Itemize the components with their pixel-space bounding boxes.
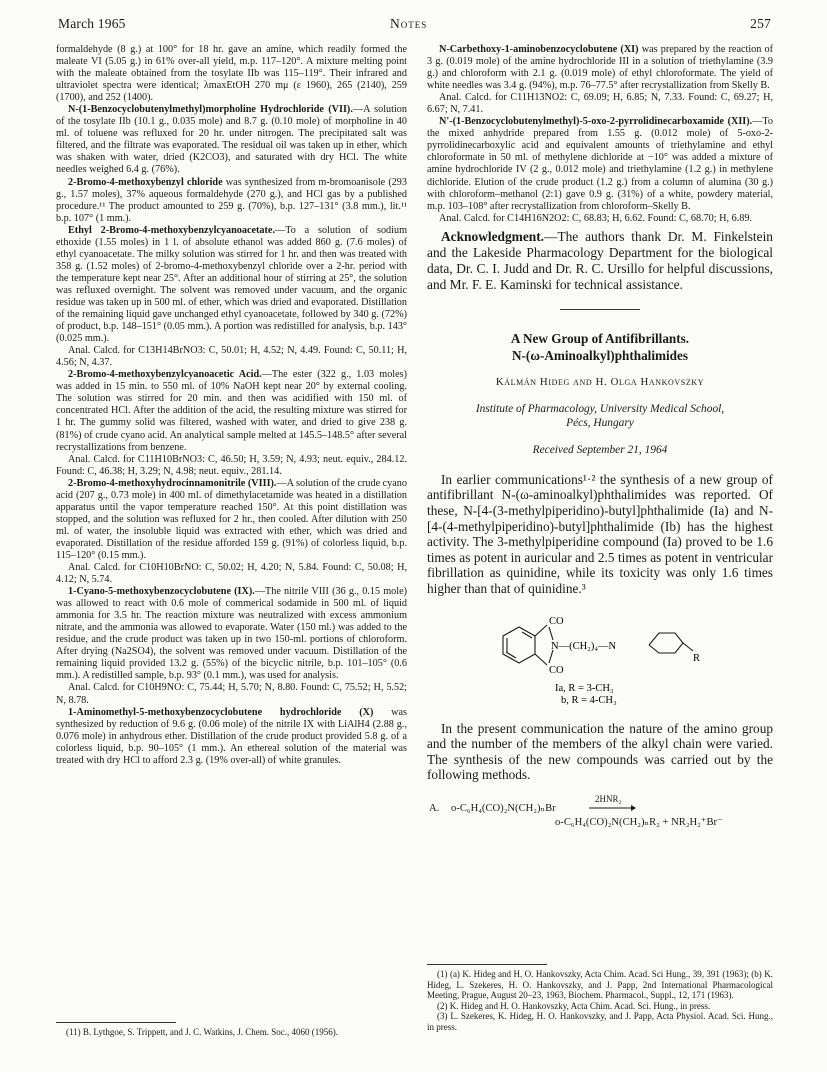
reaction-product: o-C₆H₄(CO)₂N(CH₂)ₙR₂ + NR₂H₂⁺Br⁻ xyxy=(555,816,723,828)
right-experimental xyxy=(427,44,773,225)
benzene-ring xyxy=(503,627,535,663)
piperidine-ring xyxy=(649,633,683,653)
left-paragraph-text: Anal. Calcd. for C11H10BrNO3: C, 46.50; H, 3.59; N, 4.93; neut. equiv., 284.12. Found: C, 46.38; H, 3.29; N, 4.98; neut. equiv., 281.14. xyxy=(56,453,407,477)
article-title xyxy=(427,330,773,364)
right-paragraph xyxy=(427,44,773,92)
right-column xyxy=(427,44,773,831)
left-paragraph xyxy=(56,369,407,453)
compound-label-a: Ia, R = 3-CH₃ xyxy=(555,682,614,694)
left-paragraph-text: Anal. Calcd. for C13H14BrNO3: C, 50.01; H, 4.52; N, 4.49. Found: C, 50.11; H, 4.56; N, 4.37. xyxy=(56,345,407,369)
methods-paragraph: In the present communication the nature of the amino group and the number of the members of the alkyl chain were varied. The synthesis of the new compounds was carried out by the following methods. xyxy=(427,720,773,783)
left-paragraph-text: was synthesized from m-bromoanisole (293 g., 1.57 moles), 37% aqueous formaldehyde (270 g.), and HCl gas by a published procedure.¹¹ The product amounted to 259 g. (70%), b.p. 127–131° (3.8 mm.), lit.¹¹ b.p. 107° (1 mm.). xyxy=(56,176,407,224)
right-paragraph-text: —To the mixed anhydride prepared from 1.55 g. (0.012 mole) of 5-oxo-2-pyrrolidinecarboxylic acid and equivalent amounts of triethylamine and ethyl chloroformate in 50 ml. of methylene dichloride at −10° was added a mixture of amine hydrochloride IV (2 g., 0.012 mole) and triethylamine (1.2 g.) in methylene dichloride. Elution of the crude product (1.2 g.) from a column of alumina (30 g.) with chloroform–methanol (2:1) gave 0.9 g. (31%) of a white, powdery material, m.p. 103–108° after recrystallization from chloroform–Skelly B. xyxy=(427,116,773,212)
left-paragraph-text: —The ester (322 g., 1.03 moles) was added in 15 min. to 550 ml. of 10% NaOH kept near 20° by external cooling. The solution was stirred for 20 min. and then was acidified with 150 ml. of concentrated HCl. After the addition of the acid, the resulting mixture was stirred for 1 hr. The gummy solid was filtered, washed with water, and dried to give 238 g. (81%) of crude cyano acid. An analytical sample melted at 145.5–148.5° after several recrystallizations from benzene. xyxy=(56,369,407,453)
left-paragraph-heading: 2-Bromo-4-methoxyhydrocinnamonitrile (VIII). xyxy=(68,477,277,489)
left-paragraph xyxy=(56,478,407,562)
right-paragraph-heading: N'-(1-Benzocyclobutenylmethyl)-5-oxo-2-pyrrolidinecarboxamide (XII). xyxy=(439,116,753,128)
section-divider xyxy=(560,309,640,310)
phthalimide-structure xyxy=(427,607,773,715)
compound-label-b: b, R = 4-CH₃ xyxy=(561,694,617,706)
chain-label: N—(CH₂)₄—N xyxy=(551,640,617,652)
left-paragraph-heading: 1-Aminomethyl-5-methoxybenzocyclobutene hydrochloride (X) xyxy=(68,706,374,718)
reaction-reactant: o-C₆H₄(CO)₂N(CH₂)ₙBr xyxy=(451,802,556,814)
right-footnotes xyxy=(427,958,773,1033)
left-paragraph-text: Anal. Calcd. for C10H9NO: C, 75.44; H, 5.70; N, 8.80. Found: C, 75.52; H, 5.52; N, 8.78. xyxy=(56,682,407,706)
article-title-line2: N-(ω-Aminoalkyl)phthalimides xyxy=(512,347,688,363)
left-paragraph-heading: Ethyl 2-Bromo-4-methoxybenzylcyanoacetate. xyxy=(68,224,275,236)
running-header-section: Notes xyxy=(390,16,428,31)
right-paragraph xyxy=(427,116,773,212)
footnote-rule-left xyxy=(56,1022,176,1023)
left-paragraph xyxy=(56,104,407,176)
left-paragraph-text: was synthesized by reduction of 9.6 g. (0.06 mole) of the nitrile IX with LiAlH4 (2.88 g., 0.076 mole) in anhydrous ether. Distillation of the crude product provided 5.8 g. of a colorless liquid, b.p. 90–105° (1 mm.). An ethereal solution of the material was treated with dry HCl to afford 2.3 g. (19% over-all) of white granules. xyxy=(56,706,408,766)
left-paragraph xyxy=(56,562,407,586)
structure-diagram xyxy=(427,607,773,715)
carbonyl-bottom-label: CO xyxy=(549,664,564,676)
carbonyl-top-label: CO xyxy=(549,615,564,627)
acknowledgment xyxy=(427,229,773,293)
left-paragraph-text: formaldehyde (8 g.) at 100° for 18 hr. gave an amine, which readily formed the maleate VI (5.05 g.) in 61% over-all yield, m.p. 117–120°. A mixture melting point with the maleate obtained from the tosylate IIb was 115–119°. Their infrared and ultraviolet spectra were identical; λmaxEtOH 270 mμ (ε 1960), 265 (2140), 259 (1700), and 252 (1400). xyxy=(56,44,407,104)
running-header-date: March 1965 xyxy=(58,16,126,31)
received-date: Received September 21, 1964 xyxy=(532,443,668,456)
page-number: 257 xyxy=(750,16,771,31)
left-paragraph xyxy=(56,707,407,767)
right-paragraph-text: Anal. Calcd. for C11H13NO2: C, 69.09; H, 6.85; N, 7.33. Found: C, 69.27; H, 6.67; N, 7.41. xyxy=(427,92,773,116)
acknowledgment-head: Acknowledgment. xyxy=(441,228,545,244)
article-institute xyxy=(427,402,773,430)
left-paragraph xyxy=(56,682,407,706)
left-paragraph xyxy=(56,454,407,478)
left-paragraph xyxy=(56,586,407,682)
right-paragraph xyxy=(427,213,773,225)
left-paragraph xyxy=(56,345,407,369)
reaction-scheme xyxy=(427,791,773,831)
left-paragraph-heading: 1-Cyano-5-methoxybenzocyclobutene (IX). xyxy=(68,586,255,598)
left-paragraph xyxy=(56,44,407,104)
institute-line2: Pécs, Hungary xyxy=(566,416,634,429)
left-paragraph-heading: 2-Bromo-4-methoxybenzylcyanoacetic Acid. xyxy=(68,369,262,381)
right-paragraph-text: Anal. Calcd. for C14H16N2O2: C, 68.83; H, 6.62. Found: C, 68.70; H, 6.89. xyxy=(439,212,752,224)
article-authors: Kálmán Hideg and H. Olga Hankovszky xyxy=(495,375,705,388)
reaction-label: A. xyxy=(429,802,440,814)
left-column xyxy=(56,44,407,767)
left-paragraph-text: —The nitrile VIII (36 g., 0.15 mole) was allowed to react with 0.6 mole of commerical sodamide in 500 ml. of liquid ammonia for 3.5 hr. The reaction mixture was neutralized with excess ammonium nitrate, and the ammonia was allowed to evaporate. Water (150 ml.) was added to the residue, and the crude product was taken up in two 150-ml. portions of chloroform. After drying (Na2SO4), the solvent was removed under vacuum. Distillation of the remaining liquid provided 13.2 g. (55%) of the bicyclic nitrile, b.p. 101–105° (0.6 mm.). A redistilled sample, b.p. 93° (0.1 mm.), was used for analysis. xyxy=(56,586,407,682)
left-paragraph-text: —A solution of the tosylate IIb (10.1 g., 0.035 mole) and 8.7 g. (0.10 mole) of morpholine in 40 ml. of toluene was refluxed for 20 hr. under nitrogen. The precipitated salt was filtered, and the filtrate was evaporated. The residual oil was taken up in ether, which was shaken with water, dried (K2CO3), and saturated with dry HCl. The white needles weighed 6.4 g. (76%). xyxy=(56,104,407,176)
reaction-arrow-icon xyxy=(587,803,637,813)
substituent-label: R xyxy=(693,652,701,664)
right-paragraph-heading: N-Carbethoxy-1-aminobenzocyclobutene (XI) xyxy=(439,44,639,55)
right-paragraph-text: was prepared by the reaction of 3 g. (0.019 mole) of the amine hydrochloride III in a solution of triethylamine (3.9 g.) and chloroform with 2.1 g. (0.019 mole) of ethyl chloroformate. The yield of white needles was 3.4 g. (94%), m.p. 76–77.5° after recrystallization from Skelly B. xyxy=(427,44,773,92)
left-paragraph xyxy=(56,225,407,345)
footnote-3: (3) L. Szekeres, K. Hideg, H. O. Hankovszky, and J. Papp, Acta Physiol. Acad. Sci. Hung., in press. xyxy=(427,1011,773,1032)
footnote-rule xyxy=(427,964,547,965)
left-paragraph xyxy=(56,177,407,225)
footnote-1: (1) (a) K. Hideg and H. O. Hankovszky, Acta Chim. Acad. Sci Hung., 39, 391 (1963); (b) K. Hideg, L. Szekeres, H. O. Hankovszky, and J. Papp, 2nd International Pharmacological Meeting, Prague, August 20–23, 1963, Biochem. Pharmacol., Suppl., 12, 171 (1963). xyxy=(427,969,773,1001)
institute-line1: Institute of Pharmacology, University Medical School, xyxy=(475,402,725,415)
left-footnotes xyxy=(56,1016,407,1038)
left-paragraph-text: —To a solution of sodium ethoxide (1.55 moles) in 1 l. of absolute ethanol was added 860 g. (7.6 moles) of ethyl cyanoacetate. The milky solution was stirred for 1 hr. and then was treated with 358 g. (1.52 moles) of 2-bromo-4-methoxybenzyl chloride over a 2-hr. period with the temperature kept near 25°. After an additional hour of stirring at 25°, the solution was refluxed overnight. The solvent was removed under vacuum, and the organic residue was taken up in 500 ml. of ether, which was dried and evaporated. Distillation of the remaining liquid gave unchanged ethyl cyanoacetate, followed by 340 g. (72%) of product, b.p. 148–151° (0.05 mm.). A portion was redistilled for analysis, b.p. 143° (0.025 mm.). xyxy=(56,224,407,345)
right-paragraph xyxy=(427,92,773,116)
reaction-reagent: 2HNR₂ xyxy=(595,793,622,804)
left-paragraph-heading: 2-Bromo-4-methoxybenzyl chloride xyxy=(68,176,223,188)
left-paragraph-heading: N-(1-Benzocyclobutenylmethyl)morpholine Hydrochloride (VII). xyxy=(68,104,353,116)
acknowledgment-text: —The authors thank Dr. M. Finkelstein and the Lakeside Pharmacology Department for the biological data, Dr. C. I. Judd and Dr. R. C. Ursillo for helpful discussions, and Mr. F. E. Kaminski for technical assistance. xyxy=(427,228,773,292)
article-title-line1: A New Group of Antifibrillants. xyxy=(510,330,690,346)
left-paragraph-text: —A solution of the crude cyano acid (207 g., 0.73 mole) in 400 ml. of dimethylacetamide was heated in a distillation apparatus until the vapor temperature reached 150°. At this point distillation was stopped, and the solution was refluxed for 2 hr., then cooled. After dilution with 250 ml. of water, the insoluble liquid was extracted with ether, which was dried and evaporated. Distillation of the residue afforded 159 g. (91%) of colorless liquid, b.p. 115–120° (0.15 mm.). xyxy=(56,477,407,561)
left-paragraph-text: Anal. Calcd. for C10H10BrNO: C, 50.02; H, 4.20; N, 5.84. Found: C, 50.08; H, 4.12; N, 5.74. xyxy=(56,562,407,586)
footnote-2: (2) K. Hideg and H. O. Hankovszky, Acta Chim. Acad. Sci. Hung., in press. xyxy=(437,1000,711,1011)
footnote-11: (11) B. Lythgoe, S. Trippett, and J. C. Watkins, J. Chem. Soc., 4060 (1956). xyxy=(66,1027,339,1037)
intro-paragraph: In earlier communications¹·² the synthesis of a new group of antifibrillant N-(ω-aminoalkyl)phthalimides was reported. Of these, N-[4-(3-methylpiperidino)-butyl]phthalimide (Ia) and N-[4-(4-methylpiperidino)-butyl]phthalimide (Ib) has the highest activity. The 3-methylpiperidine compound (Ia) proved to be 1.6 times as potent in auricular and 2.5 times as potent in ventricular fibrillation as quinidine, while its toxicity was only 1.6 times higher than that of quinidine.³ xyxy=(427,471,773,596)
